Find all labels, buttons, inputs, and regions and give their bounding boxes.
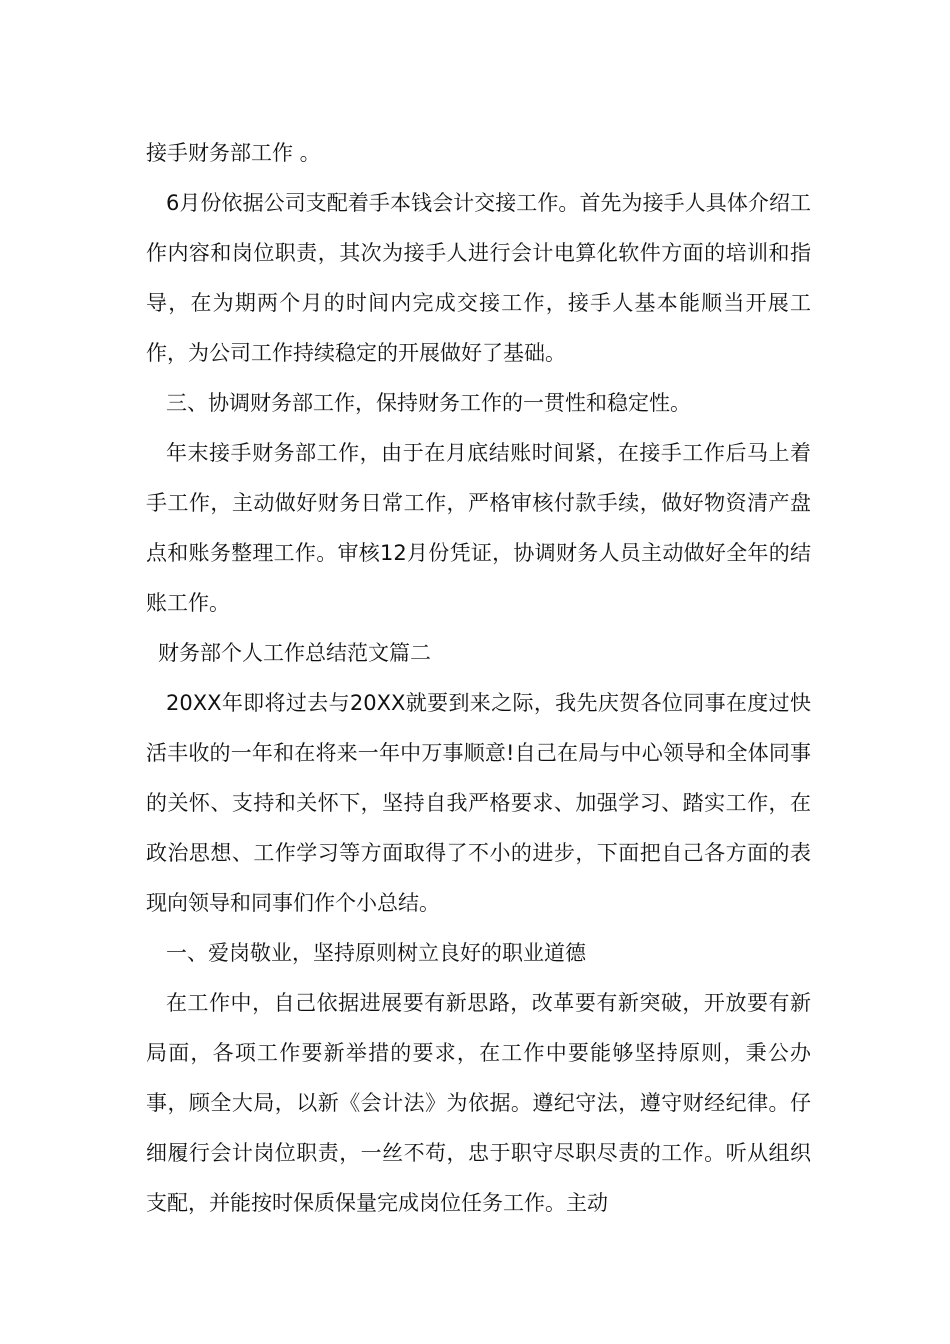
article-title-part-two: 财务部个人工作总结范文篇二 <box>158 641 431 665</box>
paragraph-handover-end: 接手财务部工作 。 <box>146 141 321 165</box>
paragraph-year-end: 年末接手财务部工作，由于在月底结账时间紧，在接手工作后马上着手工作，主动做好财务日常工作，严格审核付款手续，做好物资清产盘点和账务整理工作。审核12月份凭证，协调财务人员主动做好全年的结账工作。 <box>146 441 811 615</box>
paragraph-new-year-intro: 20XX年即将过去与20XX就要到来之际，我先庆贺各位同事在度过快活丰收的一年和在将来一年中万事顺意!自己在局与中心领导和全体同事的关怀、支持和关怀下，坚持自我严格要求、加强学习、踏实工作，在政治思想、工作学习等方面取得了不小的进步，下面把自己各方面的表现向领导和同事们作个小总结。 <box>146 691 811 915</box>
section-heading-coordinate: 三、协调财务部工作，保持财务工作的一贯性和稳定性。 <box>166 391 691 415</box>
document-body <box>146 128 811 1228</box>
section-heading-dedication: 一、爱岗敬业，坚持原则树立良好的职业道德 <box>166 941 586 965</box>
paragraph-work-principles: 在工作中，自己依据进展要有新思路，改革要有新突破，开放要有新局面，各项工作要新举措的要求，在工作中要能够坚持原则，秉公办事，顾全大局，以新《会计法》为依据。遵纪守法，遵守财经纪律。仔细履行会计岗位职责，一丝不苟，忠于职守尽职尽责的工作。听从组织支配，并能按时保质保量完成岗位任务工作。主动 <box>146 991 811 1215</box>
paragraph-june-handover: 6月份依据公司支配着手本钱会计交接工作。首先为接手人具体介绍工作内容和岗位职责，其次为接手人进行会计电算化软件方面的培训和指导，在为期两个月的时间内完成交接工作，接手人基本能顺当开展工作，为公司工作持续稳定的开展做好了基础。 <box>146 191 811 365</box>
